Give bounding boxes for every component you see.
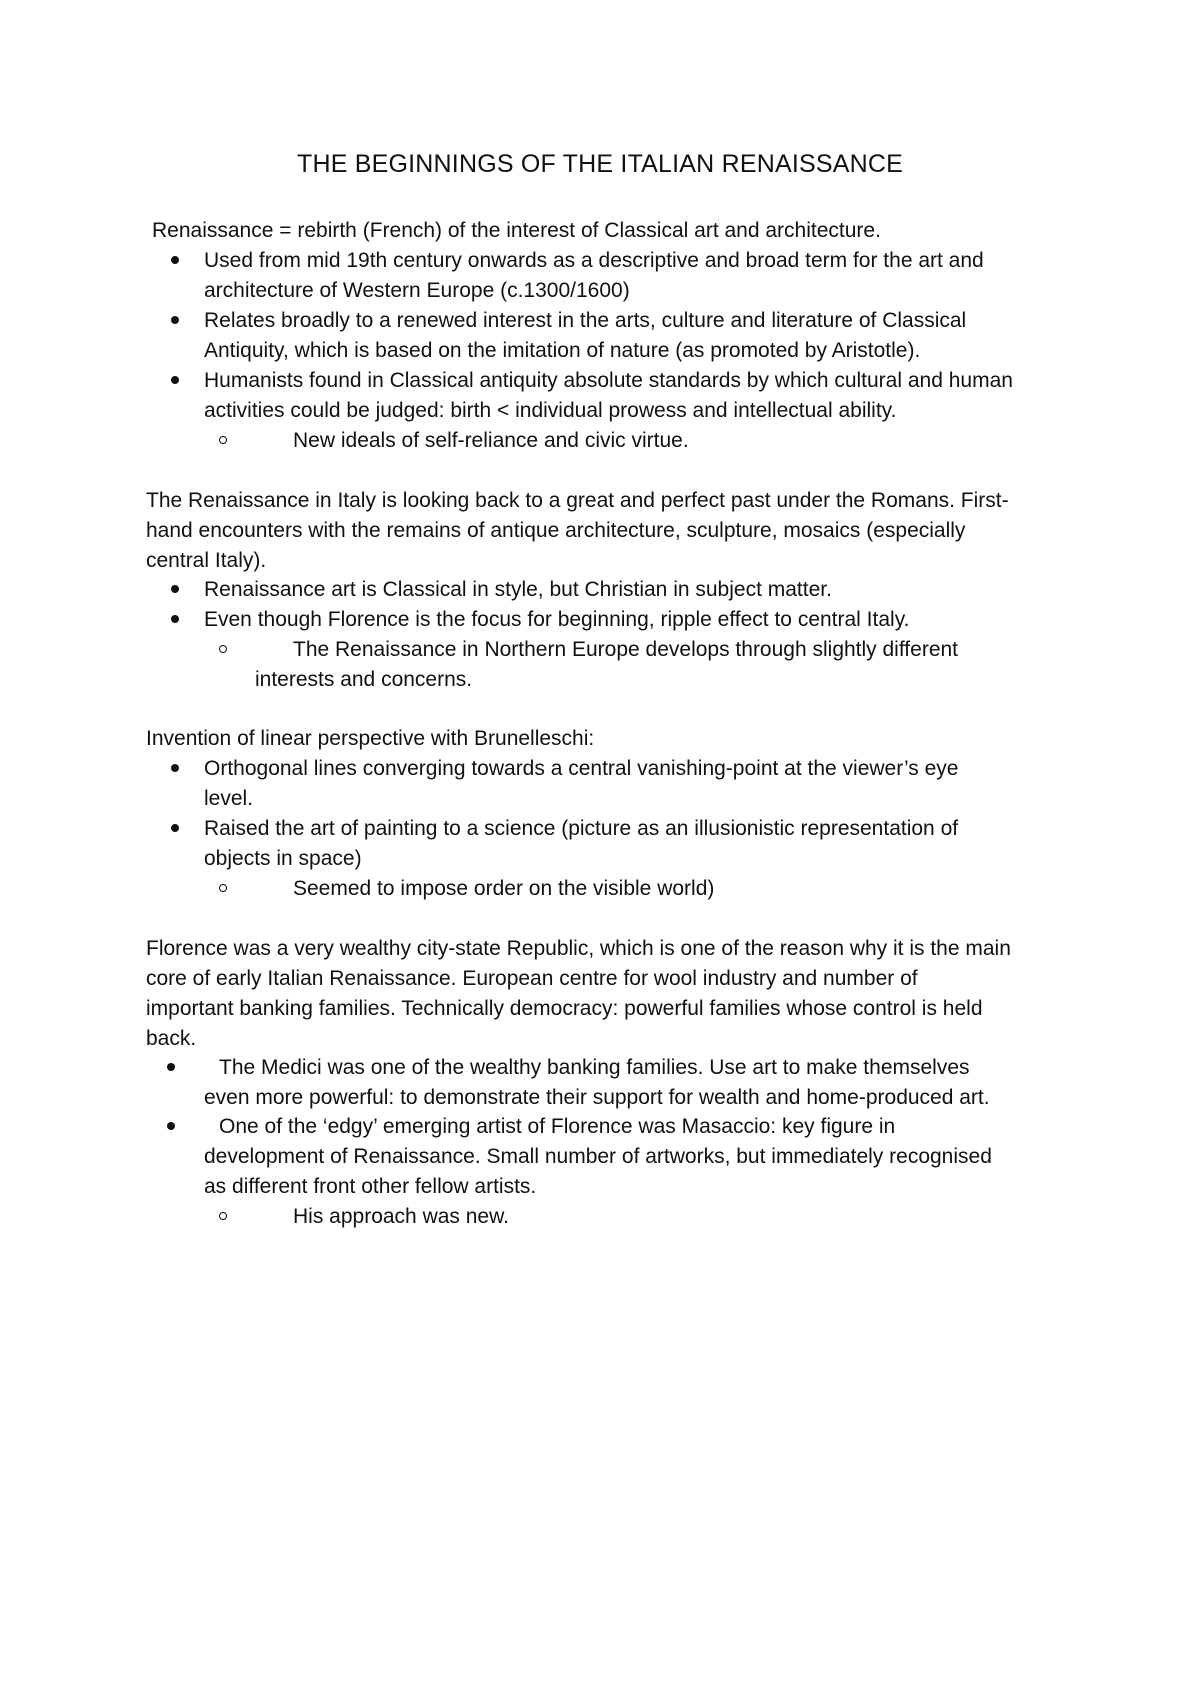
section3-bullet2-line1: Raised the art of painting to a science (picture as an illusionistic representation of xyxy=(204,817,959,840)
circle-bullet-icon xyxy=(219,436,227,444)
section4-bullet2-line1: One of the ‘edgy’ emerging artist of Florence was Masaccio: key figure in xyxy=(219,1115,896,1138)
bullet-icon xyxy=(171,764,179,772)
bullet-icon xyxy=(167,1063,175,1071)
section1-bullet2-line1: Relates broadly to a renewed interest in the arts, culture and literature of Classical xyxy=(204,309,967,332)
bullet-icon xyxy=(171,316,179,324)
section3-intro: Invention of linear perspective with Brunelleschi: xyxy=(146,727,595,750)
section3-bullet1-line2: level. xyxy=(204,787,254,810)
section2-paragraph-line3: central Italy). xyxy=(146,549,267,572)
section2-paragraph-line2: hand encounters with the remains of antique architecture, sculpture, mosaics (especially xyxy=(146,519,966,542)
bullet-icon xyxy=(171,824,179,832)
section2-bullet2: Even though Florence is the focus for beginning, ripple effect to central Italy. xyxy=(204,608,910,631)
bullet-icon xyxy=(167,1122,175,1130)
bullet-icon xyxy=(171,376,179,384)
section4-bullet2-line2: development of Renaissance. Small number of artworks, but immediately recognised xyxy=(204,1145,992,1168)
section1-subbullet1: New ideals of self-reliance and civic virtue. xyxy=(293,429,689,452)
circle-bullet-icon xyxy=(219,884,227,892)
bullet-icon xyxy=(171,615,179,623)
bullet-icon xyxy=(171,256,179,264)
section3-subbullet1: Seemed to impose order on the visible world) xyxy=(293,877,715,900)
section4-paragraph-line2: core of early Italian Renaissance. European centre for wool industry and number of xyxy=(146,967,918,990)
section1-bullet1-line2: architecture of Western Europe (c.1300/1600) xyxy=(204,279,630,302)
section4-bullet2-line3: as different front other fellow artists. xyxy=(204,1175,537,1198)
section1-bullet2-line2: Antiquity, which is based on the imitation of nature (as promoted by Aristotle). xyxy=(204,339,921,362)
section3-bullet1-line1: Orthogonal lines converging towards a central vanishing-point at the viewer’s eye xyxy=(204,757,959,780)
page-title: THE BEGINNINGS OF THE ITALIAN RENAISSANCE xyxy=(297,150,903,178)
section2-paragraph-line1: The Renaissance in Italy is looking back to a great and perfect past under the Romans. First- xyxy=(146,489,1009,512)
section1-intro: Renaissance = rebirth (French) of the interest of Classical art and architecture. xyxy=(152,219,881,242)
section4-bullet1-line1: The Medici was one of the wealthy banking families. Use art to make themselves xyxy=(219,1056,970,1079)
section1-bullet3-line1: Humanists found in Classical antiquity absolute standards by which cultural and human xyxy=(204,369,1013,392)
section4-paragraph-line1: Florence was a very wealthy city-state Republic, which is one of the reason why it is the main xyxy=(146,937,1011,960)
section1-bullet3-line2: activities could be judged: birth < individual prowess and intellectual ability. xyxy=(204,399,897,422)
section2-subbullet1-line2: interests and concerns. xyxy=(255,668,473,691)
section4-paragraph-line4: back. xyxy=(146,1027,197,1050)
circle-bullet-icon xyxy=(219,645,227,653)
section4-bullet1-line2: even more powerful: to demonstrate their support for wealth and home-produced art. xyxy=(204,1086,990,1109)
section2-subbullet1-line1: The Renaissance in Northern Europe develops through slightly different xyxy=(293,638,959,661)
circle-bullet-icon xyxy=(219,1212,227,1220)
section4-subbullet1: His approach was new. xyxy=(293,1205,509,1228)
section3-bullet2-line2: objects in space) xyxy=(204,847,362,870)
section1-bullet1-line1: Used from mid 19th century onwards as a descriptive and broad term for the art and xyxy=(204,249,984,272)
section4-paragraph-line3: important banking families. Technically democracy: powerful families whose control is held xyxy=(146,997,983,1020)
bullet-icon xyxy=(171,585,179,593)
section2-bullet1: Renaissance art is Classical in style, but Christian in subject matter. xyxy=(204,578,832,601)
